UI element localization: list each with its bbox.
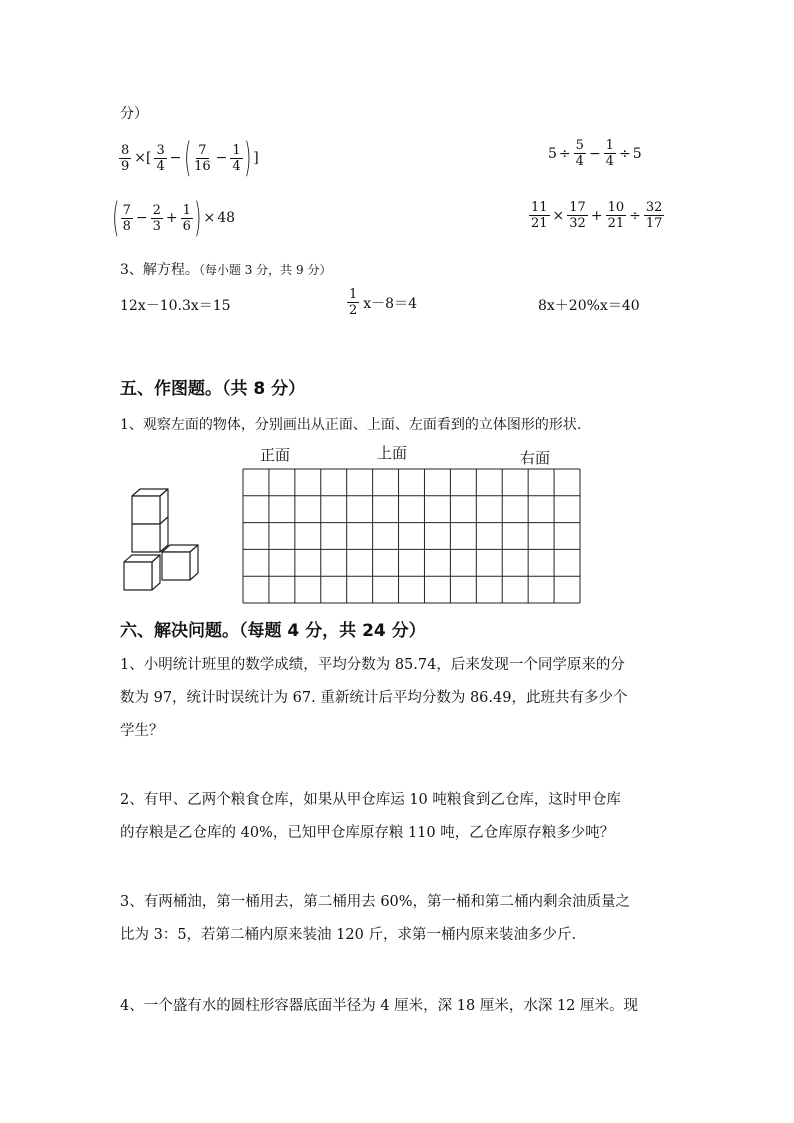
fraction: $\frac{1}{2}$ [349,287,358,318]
problem-3-line: 比为 3：5，若第二桶内原来装油 120 斤，求第一桶内原来装油多少斤. [120,927,577,943]
drawing-grid[interactable] [242,468,582,605]
problem-2-line: 2、有甲、乙两个粮食仓库，如果从甲仓库运 10 吨粮食到乙仓库，这时甲仓库 [120,792,621,808]
equation-1: 12x－10.3x＝15 [120,298,231,314]
expression-2: 5 ÷ $\frac{5}{4}$ − $\frac{1}{4}$ ÷ 5 [548,138,642,169]
expression-4: $\frac{11}{21}$ × $\frac{17}{32}$ + $\frac{10}{21}$ ÷ $\frac{32}{17}$ [531,200,663,231]
fraction: $\frac{32}{17}$ [645,200,663,231]
continued-text: 分） [120,106,148,122]
section6-heading: 六、解决问题。（每题 4 分，共 24 分） [120,621,426,641]
label-right: 右面 [520,449,551,467]
problem-3 [120,886,630,952]
fraction: $\frac{7}{16}$ [194,142,211,174]
problem-1-line: 数为 97，统计时误统计为 67. 重新统计后平均分数为 86.49，此班共有多少个 [120,690,628,706]
fraction: $\frac{17}{32}$ [569,200,586,231]
section5-heading: 五、作图题。（共 8 分） [120,379,306,399]
expression-1: $\frac{8}{9}$ ×[ $\frac{3}{4}$ − ( $\frac{7}{16}$ − $\frac{1}{4}$ ) ] [121,135,259,181]
problem-4 [120,990,638,1023]
stacked-cubes-figure [118,486,204,596]
fraction: $\frac{1}{4}$ [232,142,241,174]
fraction: $\frac{11}{21}$ [531,200,548,231]
fraction: $\frac{1}{4}$ [605,138,614,169]
fraction: $\frac{3}{4}$ [156,142,165,174]
problem-2-line: 的存粮是乙仓库的 40%，已知甲仓库原存粮 110 吨，乙仓库原存粮多少吨？ [120,825,615,841]
problem-1 [120,649,627,748]
equation-3: 8x＋20%x＝40 [538,298,640,314]
section5-question-1: 1、观察左面的物体，分别画出从正面、上面、左面看到的立体图形的形状. [120,417,582,433]
expression-3: ( $\frac{7}{8}$ − $\frac{2}{3}$ + $\frac{1}{6}$ ) × 48 [112,195,236,241]
problem-1-line: 1、小明统计班里的数学成绩，平均分数为 85.74，后来发现一个同学原来的分 [120,657,625,673]
problem-3-line: 3、有两桶油，第一桶用去，第二桶用去 60%，第一桶和第二桶内剩余油质量之 [120,894,631,910]
label-front: 正面 [260,446,291,464]
fraction: $\frac{5}{4}$ [575,138,584,169]
fraction: $\frac{8}{9}$ [121,142,130,174]
problem-4-line: 4、一个盛有水的圆柱形容器底面半径为 4 厘米，深 18 厘米，水深 12 厘米。现 [120,998,639,1014]
fraction: $\frac{10}{21}$ [607,200,625,231]
label-top: 上面 [377,444,408,462]
section3-title: 3、解方程。（每小题 3 分，共 9 分） [120,262,332,278]
equation-2: $\frac{1}{2}$ x－8＝4 [349,287,417,318]
problem-1-line: 学生？ [120,723,164,739]
fraction: $\frac{1}{6}$ [182,202,191,234]
fraction: $\frac{2}{3}$ [152,202,161,234]
problem-2 [120,784,621,850]
fraction: $\frac{7}{8}$ [122,202,131,234]
